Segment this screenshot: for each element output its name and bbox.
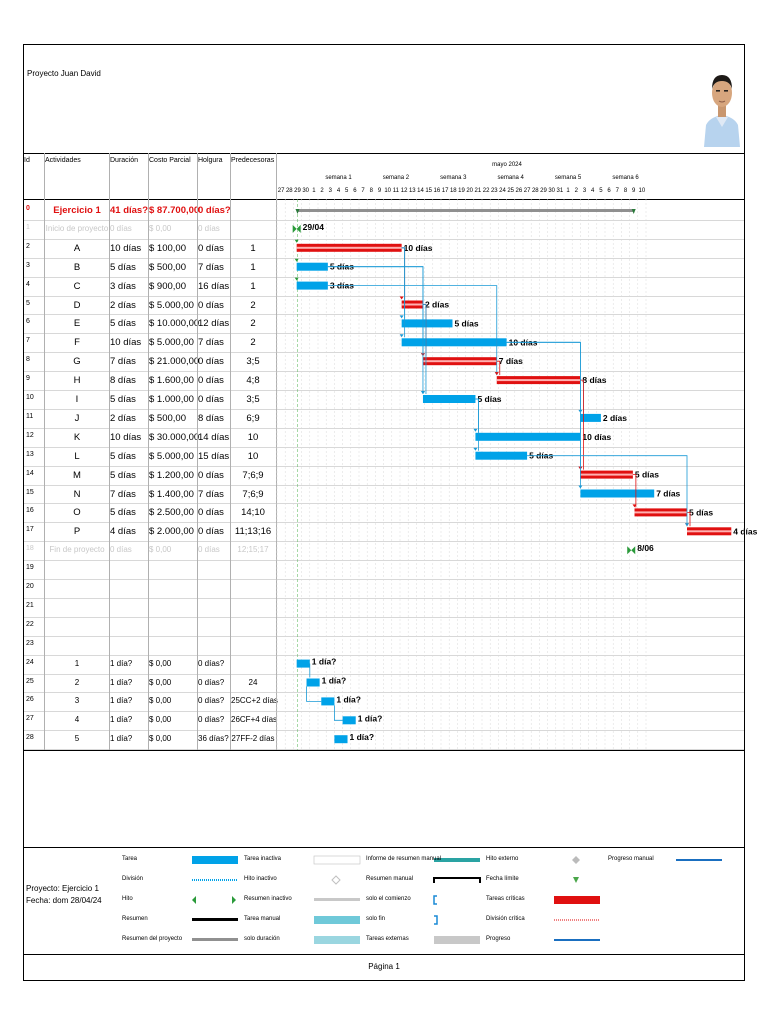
start-milestone-label: 29/04 (302, 221, 324, 232)
legend-deadline-symbol (573, 877, 579, 883)
cell-slack: 0 días? (198, 696, 225, 706)
timeline-day: 25 (507, 188, 515, 194)
cell-predecessors: 12;15;17 (237, 545, 269, 555)
timeline-day: 3 (582, 188, 587, 194)
timeline-day: 9 (377, 188, 382, 194)
cell-cost: $ 5.000,00 (149, 337, 194, 349)
timeline-day: 4 (336, 188, 341, 194)
timeline-day: 13 (408, 188, 416, 194)
cell-predecessors: 10 (247, 450, 259, 462)
cell-duration: 41 días? (110, 205, 149, 216)
legend-label: Resumen manual (366, 876, 414, 882)
cell-duration: 5 días (110, 469, 136, 481)
end-milestone-label: 8/06 (637, 543, 654, 554)
legend-label: Tareas críticas (486, 896, 525, 902)
cell-cost: $ 2.500,00 (149, 507, 194, 519)
legend-label: División crítica (486, 916, 525, 922)
legend-bottom-line (24, 954, 744, 955)
timeline-day: 24 (499, 188, 506, 194)
cell-slack: 0 días (198, 469, 224, 481)
cell-predecessors: 3;5 (246, 394, 260, 405)
timeline-week: semana 5 (554, 175, 582, 181)
cell-slack: 0 días? (198, 658, 225, 668)
cell-id: 10 (26, 394, 34, 401)
cell-duration: 2 días (110, 299, 136, 311)
legend-label: Hito inactivo (244, 876, 277, 882)
legend-start-only-symbol (434, 896, 437, 904)
cell-activity: K (73, 431, 81, 443)
cell-activity: P (73, 526, 81, 538)
timeline-day: 22 (482, 188, 490, 194)
manual-task-label: 1 día? (336, 694, 361, 705)
timeline-day: 4 (591, 188, 595, 194)
col-header-predecessors: Predecesoras (231, 157, 275, 164)
legend-label: Hito (122, 896, 133, 902)
cell-predecessors: 1 (250, 261, 256, 273)
task-bar-label: 2 días (602, 412, 628, 423)
cell-id: 0 (26, 205, 30, 212)
page-frame (23, 44, 758, 981)
timeline-day: 27 (523, 188, 531, 194)
task-bar-label: 10 días (582, 431, 612, 442)
timeline-day: 3 (328, 188, 332, 194)
task-bar-label: 5 días (477, 394, 502, 404)
cell-activity: A (73, 242, 81, 254)
legend-project-summary-symbol (192, 938, 238, 941)
legend-label: Tarea (122, 856, 138, 862)
legend-label: solo duración (244, 936, 280, 942)
timeline-day: 29 (540, 188, 547, 194)
cell-id: 15 (26, 488, 34, 496)
legend-label: Progreso manual (608, 856, 654, 862)
cell-activity: M (73, 469, 81, 481)
legend-end-only-symbol (434, 916, 437, 924)
timeline-day: 11 (392, 188, 399, 194)
timeline-day: 6 (353, 188, 357, 194)
cell-duration: 1 día? (110, 677, 133, 687)
timeline-day: 19 (458, 188, 465, 194)
cell-activity: E (73, 318, 81, 330)
cell-id: 4 (26, 280, 30, 288)
cell-cost: $ 0,00 (149, 734, 172, 744)
cell-id: 14 (26, 469, 34, 477)
cell-id: 9 (26, 375, 30, 383)
timeline-day: 30 (302, 188, 310, 194)
legend-label: solo fin (366, 916, 386, 922)
cell-cost: $ 0,00 (149, 223, 172, 233)
legend-label: Hito externo (486, 856, 519, 862)
manual-task-label: 1 día? (311, 656, 337, 667)
cell-slack: 0 días (198, 223, 220, 233)
cell-predecessors: 11;13;16 (234, 526, 272, 538)
cell-predecessors: 1 (250, 242, 256, 254)
cell-id: 13 (26, 450, 34, 458)
cell-slack: 0 días (198, 526, 224, 538)
cell-activity: O (73, 507, 81, 519)
task-bar-label: 3 días (329, 280, 354, 291)
timeline-day: 8 (623, 188, 628, 194)
timeline-day: 12 (400, 188, 408, 194)
cell-cost: $ 900,00 (149, 280, 186, 292)
cell-activity: I (75, 394, 79, 405)
timeline-day: 1 (566, 188, 570, 194)
cell-duration: 0 días (110, 545, 132, 555)
task-bar-label: 5 días (689, 507, 714, 518)
timeline-day: 28 (531, 188, 539, 194)
cell-duration: 1 día? (110, 658, 133, 668)
cell-cost: $ 1.400,00 (149, 488, 194, 500)
cell-id: 24 (26, 658, 34, 666)
legend-label: Tarea manual (244, 916, 281, 922)
cell-slack: 12 días (198, 318, 230, 330)
cell-duration: 1 día? (110, 734, 133, 744)
timeline-day: 6 (607, 188, 611, 194)
timeline-day: 7 (361, 188, 365, 194)
legend-task-symbol (192, 856, 238, 864)
cell-predecessors: 14;10 (241, 507, 265, 519)
cell-cost: $ 0,00 (149, 677, 172, 687)
legend-label: solo el comienzo (366, 896, 411, 902)
cell-id: 26 (26, 696, 34, 704)
col-header-id: Id (24, 157, 30, 164)
cell-duration: 7 días (110, 356, 136, 368)
cell-duration: 5 días (110, 318, 136, 330)
cell-predecessors: 10 (247, 431, 259, 443)
cell-slack: 7 días (198, 337, 224, 349)
cell-id: 1 (26, 223, 30, 231)
cell-id: 19 (26, 564, 34, 572)
legend-label: División (122, 876, 144, 882)
cell-id: 5 (26, 299, 30, 307)
timeline-day: 14 (417, 188, 424, 194)
timeline-day: 18 (449, 188, 457, 194)
cell-slack: 16 días (198, 280, 230, 292)
cell-slack: 0 días (198, 242, 224, 254)
cell-predecessors: 7;6;9 (242, 488, 264, 500)
cell-duration: 2 días (110, 412, 136, 424)
legend-external-symbol (434, 936, 480, 944)
cell-id: 2 (26, 242, 30, 250)
legend-label: Resumen inactivo (244, 896, 292, 902)
timeline-day: 29 (294, 188, 301, 194)
cell-duration: 3 días (110, 280, 136, 292)
task-bar-label: 2 días (424, 299, 450, 310)
legend-milestone-symbol (192, 896, 236, 904)
cell-activity: H (73, 375, 81, 387)
cell-duration: 0 días (110, 223, 132, 233)
cell-predecessors: 24 (248, 677, 258, 687)
timeline-week: semana 1 (325, 175, 352, 181)
cell-id: 27 (26, 715, 34, 723)
cell-predecessors: 2 (250, 318, 256, 330)
cell-slack: 0 días? (198, 205, 231, 216)
cell-predecessors: 1 (250, 280, 256, 292)
cell-activity: 4 (74, 715, 80, 725)
manual-task-label: 1 día? (321, 675, 347, 686)
cell-slack: 0 días (198, 299, 224, 311)
legend-label: Fecha límite (486, 876, 519, 882)
cell-slack: 0 días? (198, 715, 225, 725)
task-bar-label: 5 días (634, 469, 659, 480)
cell-cost: $ 21.000,00 (149, 356, 200, 368)
cell-slack: 14 días (198, 431, 230, 443)
cell-activity: C (73, 280, 81, 292)
cell-predecessors: 27FF-2 días (231, 734, 275, 744)
cell-activity: 5 (74, 734, 80, 744)
cell-predecessors: 6;9 (246, 412, 260, 424)
legend-label: Resumen del proyecto (122, 936, 183, 942)
legend-critical-symbol (554, 896, 600, 904)
cell-slack: 0 días (198, 356, 224, 368)
cell-id: 11 (26, 412, 34, 420)
cell-duration: 7 días (110, 488, 136, 500)
cell-cost: $ 0,00 (149, 545, 172, 555)
cell-activity: 3 (74, 696, 80, 706)
cell-id: 20 (26, 583, 34, 590)
cell-activity: F (74, 337, 80, 349)
cell-slack: 0 días (198, 394, 224, 405)
legend-label: Resumen (122, 916, 148, 922)
cell-id: 7 (26, 337, 30, 345)
cell-cost: $ 5.000,00 (149, 299, 194, 311)
cell-id: 17 (26, 526, 34, 534)
cell-id: 22 (26, 620, 34, 628)
cell-duration: 10 días (110, 337, 142, 349)
cell-id: 23 (26, 639, 34, 647)
legend-thin-symbol (314, 898, 360, 901)
timeline-week: semana 4 (497, 175, 524, 181)
timeline-day: 27 (277, 188, 285, 194)
cell-cost: $ 2.000,00 (149, 526, 194, 538)
cell-cost: $ 0,00 (149, 696, 172, 706)
cell-cost: $ 1.200,00 (149, 469, 194, 481)
timeline-day: 15 (425, 188, 433, 194)
timeline-day: 8 (369, 188, 373, 194)
project-title: Proyecto Juan David (27, 69, 101, 78)
cell-activity: Ejercicio 1 (53, 205, 101, 216)
cell-duration: 5 días (110, 394, 136, 405)
task-bar-label: 7 días (656, 488, 681, 499)
cell-duration: 5 días (110, 261, 136, 273)
legend-diamond-symbol (332, 876, 340, 884)
cell-duration: 1 día? (110, 715, 133, 725)
col-header-slack: Holgura (198, 157, 223, 164)
cell-cost: $ 1.000,00 (149, 394, 194, 405)
cell-duration: 10 días (110, 242, 142, 254)
cell-slack: 0 días (198, 375, 224, 387)
cell-id: 18 (26, 545, 34, 553)
cell-cost: $ 1.600,00 (149, 375, 194, 387)
cell-duration: 5 días (110, 507, 136, 519)
task-bar-label: 10 días (508, 337, 538, 348)
cell-slack: 15 días (198, 450, 230, 462)
task-bar-label: 5 días (529, 450, 554, 461)
timeline-day: 7 (615, 188, 619, 194)
timeline-day: 30 (548, 188, 556, 194)
task-bar-label: 5 días (329, 261, 354, 272)
task-bar-label: 4 días (733, 526, 758, 537)
col-header-cost: Costo Parcial (149, 157, 191, 164)
col-header-activities: Actividades (45, 157, 81, 164)
legend-label: Tareas externas (366, 936, 409, 942)
cell-duration: 10 días (110, 431, 142, 443)
timeline-day: 5 (599, 188, 603, 194)
cell-predecessors: 3;5 (246, 356, 260, 368)
cell-activity: Fin de proyecto (49, 545, 105, 555)
cell-slack: 7 días (198, 488, 224, 500)
timeline-day: 1 (312, 188, 316, 194)
timeline-day: 23 (490, 188, 498, 194)
legend-label: Tarea inactiva (244, 856, 282, 862)
cell-slack: 0 días (198, 507, 224, 519)
cell-cost: $ 0,00 (149, 715, 172, 725)
legend-label: Informe de resumen manual (366, 856, 442, 862)
task-bar-label: 7 días (498, 356, 523, 367)
cell-duration: 4 días (110, 526, 136, 538)
cell-predecessors: 2 (250, 299, 256, 311)
cell-activity: 1 (74, 658, 80, 668)
legend-manual-summary2-symbol (434, 878, 480, 883)
timeline-day: 28 (285, 188, 293, 194)
cell-cost: $ 30.000,00 (149, 431, 200, 443)
cell-cost: $ 100,00 (149, 242, 186, 254)
timeline-day: 31 (556, 188, 564, 194)
legend-duration-symbol (314, 936, 360, 944)
cell-id: 21 (26, 601, 34, 609)
timeline-week: semana 3 (440, 175, 467, 181)
cell-id: 12 (26, 431, 34, 439)
task-bar-label: 10 días (403, 242, 433, 253)
timeline-day: 10 (384, 188, 392, 194)
timeline-day: 26 (515, 188, 523, 194)
cell-activity: 2 (74, 677, 80, 687)
cell-cost: $ 0,00 (149, 658, 172, 668)
footer-date: Fecha: dom 28/04/24 (26, 896, 102, 905)
cell-slack: 0 días (198, 545, 220, 555)
cell-activity: Inicio de proyecto (45, 223, 109, 233)
timeline-day: 21 (474, 188, 482, 194)
timeline-month: mayo 2024 (492, 162, 522, 168)
legend-external-milestone-symbol (572, 856, 580, 864)
timeline-week: semana 2 (382, 175, 410, 181)
cell-cost: $ 500,00 (149, 412, 186, 424)
cell-cost: $ 87.700,00 (149, 205, 200, 216)
cell-duration: 8 días (110, 375, 136, 387)
cell-activity: J (74, 412, 80, 424)
manual-task-label: 1 día? (349, 732, 375, 743)
cell-id: 6 (26, 318, 30, 326)
timeline-week: semana 6 (612, 175, 639, 181)
task-bar-label: 8 días (582, 375, 607, 386)
cell-id: 25 (26, 677, 34, 685)
cell-duration: 1 día? (110, 696, 133, 706)
cell-predecessors: 4;8 (246, 375, 260, 387)
col-header-duration: Duración (110, 157, 139, 164)
task-bar-label: 5 días (454, 318, 479, 329)
cell-predecessors: 7;6;9 (242, 469, 264, 481)
timeline-day: 20 (466, 188, 474, 194)
cell-slack: 7 días (198, 261, 224, 273)
cell-duration: 5 días (110, 450, 136, 462)
timeline-day: 2 (574, 188, 578, 194)
timeline-day: 17 (441, 188, 449, 194)
cell-predecessors: 2 (250, 337, 256, 349)
cell-activity: L (74, 450, 80, 462)
cell-slack: 36 días? (198, 734, 229, 744)
cell-activity: N (73, 488, 81, 500)
legend-label: Progreso (486, 936, 511, 942)
page-number: Página 1 (368, 962, 400, 971)
timeline-day: 16 (433, 188, 441, 194)
timeline-day: 10 (638, 188, 646, 194)
cell-predecessors: 25CC+2 días (231, 696, 278, 706)
cell-id: 3 (26, 261, 30, 269)
cell-activity: D (73, 299, 81, 311)
legend-manual-symbol (314, 916, 360, 924)
footer-project: Proyecto: Ejercicio 1 (26, 884, 99, 893)
legend-summary-symbol (192, 918, 238, 921)
cell-id: 16 (26, 507, 34, 515)
cell-cost: $ 500,00 (149, 261, 186, 273)
legend-inactive-symbol (314, 856, 360, 864)
manual-task-label: 1 día? (357, 713, 383, 724)
cell-cost: $ 10.000,00 (149, 318, 200, 330)
cell-slack: 8 días (198, 412, 224, 424)
cell-cost: $ 5.000,00 (149, 450, 194, 462)
legend-symbols (24, 45, 746, 954)
timeline-day: 5 (345, 188, 349, 194)
cell-id: 28 (26, 734, 34, 742)
timeline-day: 9 (632, 188, 636, 194)
cell-slack: 0 días? (198, 677, 225, 687)
cell-id: 8 (26, 356, 30, 364)
timeline-day: 2 (320, 188, 324, 194)
cell-activity: G (73, 356, 81, 368)
cell-activity: B (73, 261, 81, 273)
cell-predecessors: 26CF+4 días (231, 715, 278, 725)
